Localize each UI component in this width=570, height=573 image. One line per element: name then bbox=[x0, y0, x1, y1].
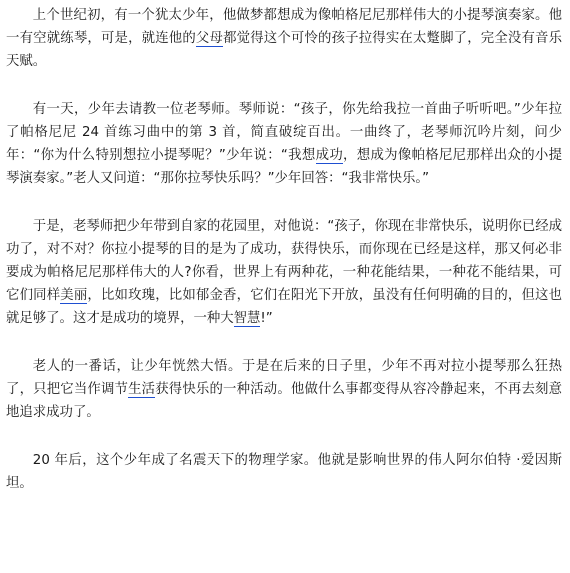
keyword-link-zhihui[interactable]: 智慧 bbox=[233, 311, 261, 326]
paragraph-1 bbox=[6, 4, 562, 73]
paragraph-text: 都觉得这个可怜的孩子拉得实在太蹩脚了，完全没有音乐天赋。 bbox=[6, 31, 563, 69]
paragraph-text: 有一天，少年去请教一位老琴师。琴师说：“孩子，你先给我拉一首曲子听听吧。”少年拉了帕格尼尼 24 首练习曲中的第 3 首，简直破绽百出。一曲终了，老琴师沉吟片刻，问少年：“你为什么特别想拉小提琴呢？”少年说：“我想 bbox=[6, 102, 562, 163]
keyword-link-chenggong[interactable]: 成功 bbox=[315, 148, 344, 163]
paragraph-5 bbox=[6, 449, 562, 495]
paragraph-text: ，想成为像帕格尼尼那样出众的小提琴演奏家。”老人又问道：“那你拉琴快乐吗？”少年回答：“我非常快乐。” bbox=[6, 148, 563, 186]
keyword-link-fumu[interactable]: 父母 bbox=[195, 31, 224, 46]
paragraph-4 bbox=[6, 355, 562, 424]
article-body bbox=[6, 0, 562, 495]
paragraph-text: 上个世纪初，有一个犹太少年，他做梦都想成为像帕格尼尼那样伟大的小提琴演奏家。他一有空就练琴，可是，就连他的 bbox=[6, 8, 562, 46]
paragraph-text: 老人的一番话，让少年恍然大悟。于是在后来的日子里，少年不再对拉小提琴那么狂热了，只把它当作调节 bbox=[6, 359, 562, 397]
keyword-link-meili[interactable]: 美丽 bbox=[60, 288, 88, 303]
paragraph-3 bbox=[6, 215, 562, 330]
paragraph-text: 于是，老琴师把少年带到自家的花园里，对他说：“孩子，你现在非常快乐，说明你已经成功了，对不对？你拉小提琴的目的是为了成功，获得快乐，而你现在已经是这样，那又何必非要成为帕格尼尼那样伟大的人?你看，世界上有两种花，一种花能结果，一种花不能结果，可它们同样 bbox=[6, 219, 562, 303]
paragraph-text: ，比如玫瑰，比如郁金香，它们在阳光下开放，虽没有任何明确的目的，但这也就足够了。这才是成功的境界，一种大 bbox=[6, 288, 563, 326]
paragraph-text: 获得快乐的一种活动。他做什么事都变得从容冷静起来，不再去刻意地追求成功了。 bbox=[6, 382, 563, 420]
keyword-link-shenghuo[interactable]: 生活 bbox=[128, 382, 156, 397]
paragraph-text: !” bbox=[260, 311, 273, 326]
paragraph-text: 20 年后，这个少年成了名震天下的物理学家。他就是影响世界的伟人阿尔伯特 ·爱因斯坦。 bbox=[6, 453, 562, 491]
paragraph-2 bbox=[6, 98, 562, 190]
